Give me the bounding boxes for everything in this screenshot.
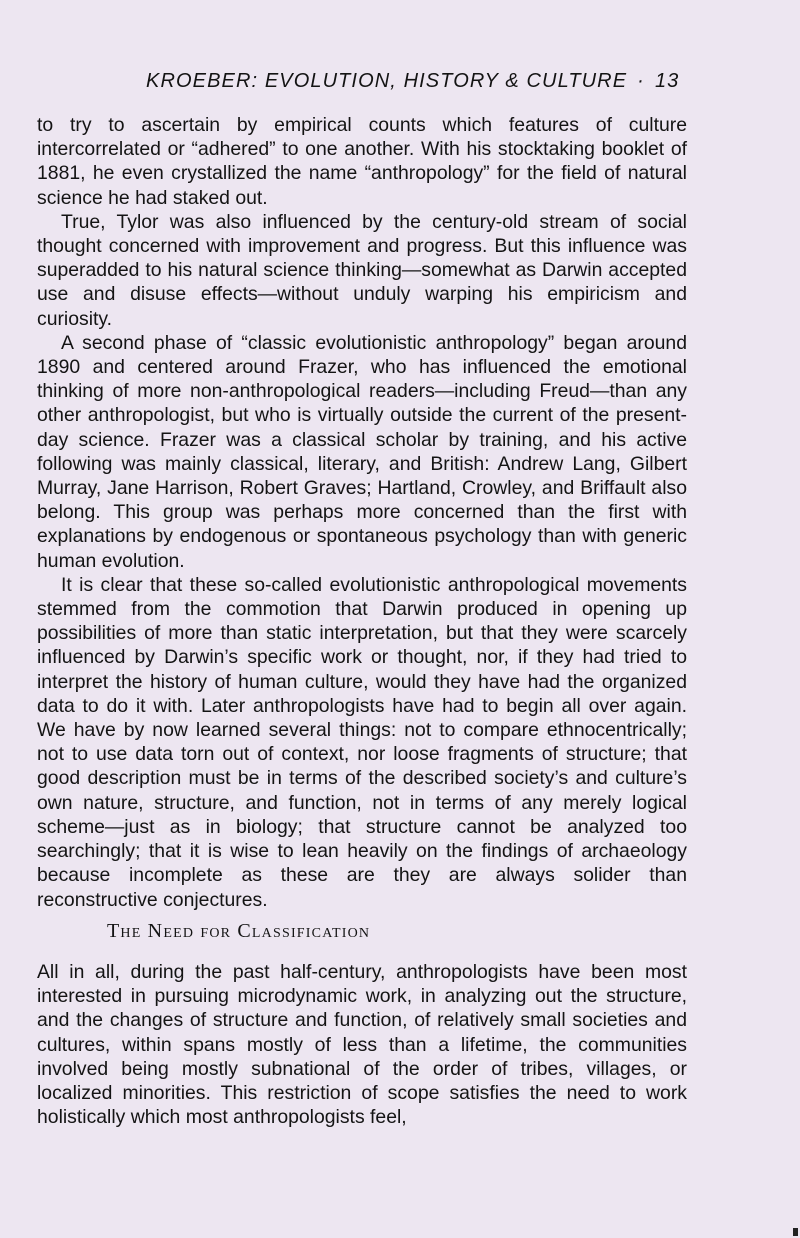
paragraph: All in all, during the past half-century, anthropologists have been most interested in pursuing microdynamic work, in analyzing out the structure, and the changes of structure and function, of relatively small societies and cultures, within spans mostly of less than a lifetime, the communities involved being mostly subnational of the order of tribes, villages, or localized minorities. This restriction of scope satisfies the need to work holistically which most anthropologists feel, — [37, 961, 687, 1129]
section-heading: The Need for Classification — [107, 920, 371, 942]
running-head — [146, 70, 680, 93]
paragraph: A second phase of “classic evolutionistic anthropology” began around 1890 and centered around Frazer, who has influenced the emotional thinking of more non-anthropological readers—including Freud—than any other anthropologist, but who is virtually outside the current of the present-day science. Frazer was a classical scholar by training, and his active following was mainly classical, literary, and British: Andrew Lang, Gilbert Murray, Jane Harrison, Robert Graves; Hartland, Crowley, and Briffault also belong. This group was perhaps more concerned than the first with explanations by endogenous or spontaneous psychology than with generic human evolution. — [37, 331, 687, 572]
paragraph: True, Tylor was also influenced by the century-old stream of social thought concerned with improvement and progress. But this influence was superadded to his natural science thinking—somewhat as Darwin accepted use and disuse effects—without unduly warping his empiricism and curiosity. — [37, 210, 687, 330]
paragraph: to try to ascertain by empirical counts which features of culture intercorrelated or “adhered” to one another. With his stocktaking booklet of 1881, he even crystallized the name “anthropology” for the field of natural science he had staked out. — [37, 114, 687, 209]
section-body-text — [37, 960, 687, 1129]
running-head-separator: · — [637, 70, 645, 92]
page-number: 13 — [654, 70, 680, 92]
scan-corner-mark — [793, 1228, 798, 1236]
running-title: KROEBER: EVOLUTION, HISTORY & CULTURE — [146, 70, 628, 92]
paragraph: It is clear that these so-called evolutionistic anthropological movements stemmed from the commotion that Darwin produced in opening up possibilities of more than static interpretation, but that they were scarcely influenced by Darwin’s specific work or thought, nor, if they had tried to interpret the history of human culture, would they have had the organized data to do it with. Later anthropologists have had to begin all over again. We have by now learned several things: not to compare ethnocentrically; not to use data torn out of context, nor loose fragments of structure; that good description must be in terms of the described society’s and culture’s own nature, structure, and function, not in terms of any merely logical scheme—just as in biology; that structure cannot be analyzed too searchingly; that it is wise to lean heavily on the findings of archaeology because incomplete as these are they are always solider than reconstructive conjectures. — [37, 573, 687, 911]
body-text — [37, 113, 687, 912]
